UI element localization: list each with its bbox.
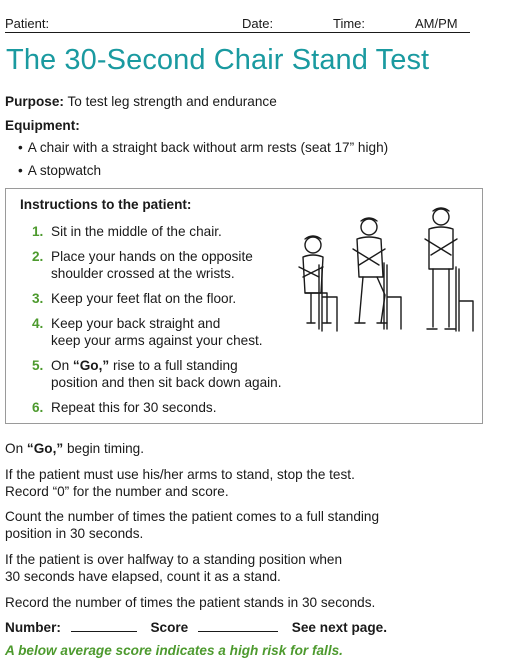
count-rule xyxy=(5,508,379,542)
begin-post: begin timing. xyxy=(63,441,145,456)
score-blank[interactable] xyxy=(198,621,278,632)
fall-risk-warning: A below average score indicates a high risk for falls. xyxy=(5,643,343,658)
purpose-line xyxy=(5,94,277,109)
begin-timing-line xyxy=(5,440,144,457)
step-number: 4. xyxy=(32,316,44,331)
step-number: 6. xyxy=(32,400,44,415)
step-text: Sit in the middle of the chair. xyxy=(51,224,222,239)
date-label: Date: xyxy=(242,16,274,31)
step-item xyxy=(32,357,282,391)
purpose-label: Purpose: xyxy=(5,94,64,109)
chair-stand-illustration xyxy=(289,205,479,345)
begin-pre: On xyxy=(5,441,27,456)
purpose-text: To test leg strength and endurance xyxy=(63,94,277,109)
go-word: “Go,” xyxy=(26,441,64,456)
equipment-item-chair: • A chair with a straight back without arm rests (seat 17” high) xyxy=(18,140,388,163)
instructions-heading: Instructions to the patient: xyxy=(20,197,192,212)
step-number: 5. xyxy=(32,358,44,373)
page-title: The 30-Second Chair Stand Test xyxy=(6,44,430,76)
score-line xyxy=(5,619,387,636)
step-item xyxy=(32,248,282,282)
step-text: rise to a full standing xyxy=(109,358,238,373)
instructions-steps xyxy=(32,223,282,424)
step-item xyxy=(32,290,282,307)
step-item xyxy=(32,399,282,416)
time-label: Time: xyxy=(333,16,366,31)
step-text: Repeat this for 30 seconds. xyxy=(51,400,217,415)
record-instruction: Record the number of times the patient stands in 30 seconds. xyxy=(5,595,376,610)
step-item xyxy=(32,315,282,349)
seated-figure-icon xyxy=(299,236,337,331)
number-blank[interactable] xyxy=(71,621,137,632)
count-rule-line-1: Count the number of times the patient comes to a full standing xyxy=(5,509,380,524)
step-number: 3. xyxy=(32,291,44,306)
step-number: 2. xyxy=(32,249,44,264)
number-label: Number: xyxy=(5,620,61,635)
equipment-list xyxy=(18,140,388,186)
score-label: Score xyxy=(150,620,189,635)
equipment-label: Equipment: xyxy=(5,118,80,133)
step-text-cont: keep your arms against your chest. xyxy=(51,333,263,348)
ampm-label: AM/PM xyxy=(415,16,458,31)
step-item xyxy=(32,223,282,240)
step-text-cont: shoulder crossed at the wrists. xyxy=(51,266,235,281)
step-text: Place your hands on the opposite xyxy=(51,249,253,264)
equipment-item-stopwatch: • A stopwatch xyxy=(18,163,388,186)
halfway-rule-line-2: 30 seconds have elapsed, count it as a stand. xyxy=(5,569,281,584)
step-text: Keep your back straight and xyxy=(51,316,221,331)
arms-rule-line-1: If the patient must use his/her arms to stand, stop the test. xyxy=(5,467,355,482)
go-word: “Go,” xyxy=(72,358,110,373)
halfway-rule xyxy=(5,551,342,585)
rising-figure-icon xyxy=(353,218,401,329)
arms-rule xyxy=(5,466,355,500)
patient-header xyxy=(5,14,470,33)
step-number: 1. xyxy=(32,224,44,239)
instructions-box xyxy=(5,188,483,424)
step-text: Keep your feet flat on the floor. xyxy=(51,291,237,306)
standing-figure-icon xyxy=(425,208,473,331)
see-next-page: See next page. xyxy=(291,620,387,635)
halfway-rule-line-1: If the patient is over halfway to a standing position when xyxy=(5,552,343,567)
step-text-cont: position and then sit back down again. xyxy=(51,375,282,390)
patient-label: Patient: xyxy=(5,16,50,31)
step-text-pre: On xyxy=(51,358,73,373)
arms-rule-line-2: Record “0” for the number and score. xyxy=(5,484,229,499)
count-rule-line-2: position in 30 seconds. xyxy=(5,526,144,541)
